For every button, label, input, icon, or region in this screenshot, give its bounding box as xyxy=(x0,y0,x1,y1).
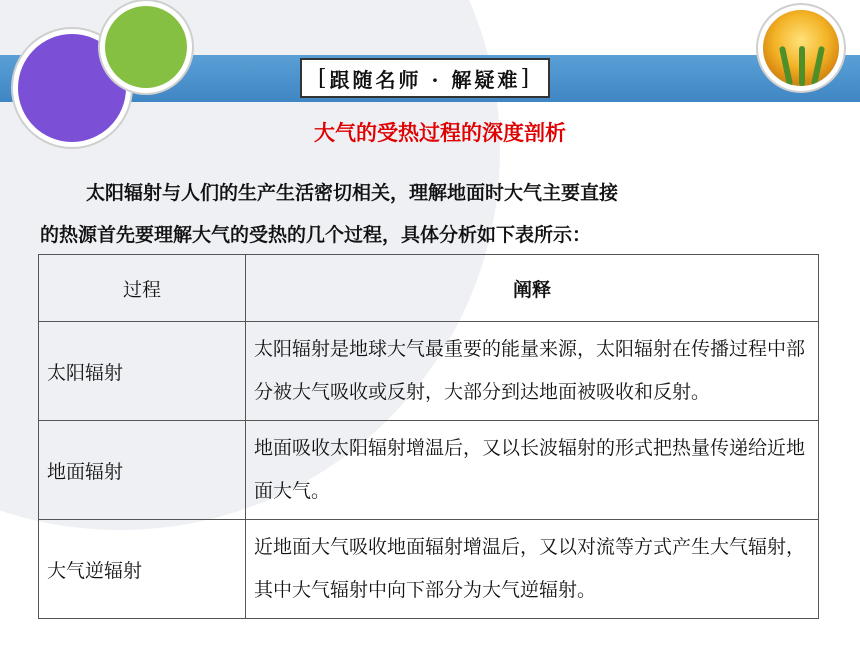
explanation-cell: 近地面大气吸收地面辐射增温后，又以对流等方式产生大气辐射，其中大气辐射中向下部分为大气逆辐射。 xyxy=(246,520,819,619)
table-row xyxy=(39,421,819,520)
process-cell: 地面辐射 xyxy=(39,421,246,520)
badge-bracket-right: ] xyxy=(520,65,533,91)
badge-bracket-left: [ xyxy=(317,65,330,91)
table-row xyxy=(39,520,819,619)
process-table xyxy=(38,254,819,619)
explanation-cell: 太阳辐射是地球大气最重要的能量来源，太阳辐射在传播过程中部分被大气吸收或反射，大部分到达地面被吸收和反射。 xyxy=(246,322,819,421)
intro-line-1: 太阳辐射与人们的生产生活密切相关，理解地面时大气主要直接 xyxy=(86,182,619,204)
intro-paragraph xyxy=(40,172,820,256)
badge-label: 跟随名师 · 解疑难 xyxy=(329,67,521,92)
process-cell: 大气逆辐射 xyxy=(39,520,246,619)
table-header-row xyxy=(39,255,819,322)
explanation-cell: 地面吸收太阳辐射增温后，又以长波辐射的形式把热量传递给近地面大气。 xyxy=(246,421,819,520)
flower-photo-circle xyxy=(763,10,839,86)
header-explanation: 阐释 xyxy=(246,255,819,322)
decorative-green-circle xyxy=(105,6,187,88)
section-badge xyxy=(300,58,550,98)
table-row xyxy=(39,322,819,421)
intro-line-2: 的热源首先要理解大气的受热的几个过程，具体分析如下表所示： xyxy=(40,224,592,246)
process-cell: 太阳辐射 xyxy=(39,322,246,421)
header-process: 过程 xyxy=(39,255,246,322)
page-title: 大气的受热过程的深度剖析 xyxy=(314,121,566,145)
